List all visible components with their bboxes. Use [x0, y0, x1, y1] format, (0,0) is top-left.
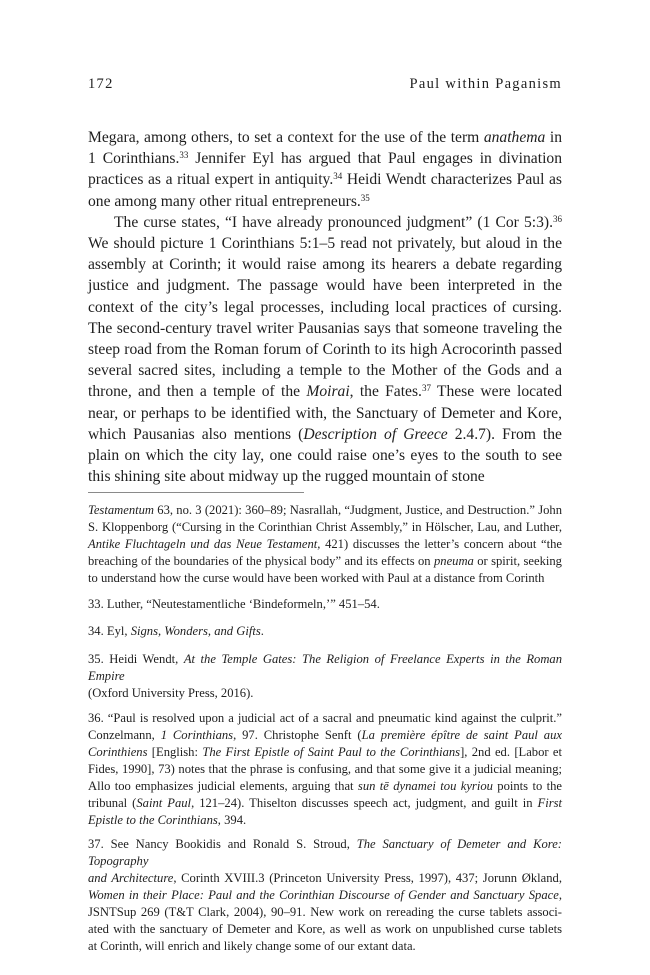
note-line: S. Kloppenborg (“Cursing in the Corinthian Christ Assembly,” in Hölscher, Lau, and Luther,: [88, 519, 562, 534]
text-run: points to the: [492, 778, 562, 793]
text-run: Allo too emphasizes judicial elements, arguing that: [88, 778, 358, 793]
text-run: .: [260, 624, 264, 639]
note-line: to understand how the curse would have been worked with Paul at a distance from Corinth: [88, 570, 545, 585]
text-run: breaching of the boundaries of the physical body” and its effects on: [88, 553, 434, 568]
footnote-rule: [88, 492, 304, 493]
text-run: [English:: [147, 744, 203, 759]
note-line: [88, 778, 562, 795]
italic-title: Testamentum: [88, 503, 155, 517]
note-line: [88, 836, 562, 870]
running-head: [88, 76, 562, 96]
text-run: These were located near, or perhaps to be identified with, the Sanctuary of Demeter and Kore, which Pausanias also mentions (: [88, 383, 563, 443]
footnote-ref[interactable]: 35: [360, 192, 370, 203]
note-line: [88, 502, 562, 519]
footnote-34: [88, 623, 562, 640]
italic-title: The Sanctuary of Demeter and Kore: Topography: [88, 837, 562, 869]
text-run: in 1 Corinthians.: [88, 129, 562, 168]
text-run: 34. Eyl,: [88, 624, 131, 639]
footnote-36: [88, 710, 562, 828]
note-line: [88, 727, 562, 744]
note-line: [88, 553, 562, 570]
text-run: We should picture 1 Corinthians 5:1–5 read not privately, but aloud in the assembly at Corinth; it would raise among its hearers a debate regarding justice and judgment. The passage would have been interpreted in the context of the city’s legal processes, including local practices of cursing. The second-century travel writer Pausanias says that someone traveling the steep road from the Roman forum of Corinth to its high Acrocorinth passed several sacred sites, including a temple to the Mother of the Gods and a throne, and then a temple of the: [88, 235, 562, 401]
footnote-ref[interactable]: 34: [333, 171, 343, 182]
note-line: [88, 536, 562, 553]
text-run: The curse states, “I have already pronounced judgment” (1 Cor 5:3).: [114, 213, 553, 231]
note-line: (Oxford University Press, 2016).: [88, 686, 254, 701]
note-line: ated with the sanctuary of Demeter and Kore, as well as work on unpublished curse tablets: [88, 921, 562, 936]
note-line: [88, 870, 562, 887]
italic-title: Antike Fluchtageln und das Neue Testament,: [88, 536, 321, 551]
italic-title: At the Temple Gates: The Religion of Freelance Experts in the Roman Empire: [88, 652, 563, 684]
text-run: Conzelmann,: [88, 727, 161, 742]
italic-title: Corinthiens: [88, 744, 148, 759]
italic-title: First: [537, 795, 562, 810]
footnote-ref[interactable]: 33: [179, 150, 189, 161]
text-run: , 394.: [217, 812, 247, 827]
italic-term: pneuma: [433, 553, 474, 568]
note-line: [88, 651, 562, 685]
page-number: 172: [88, 76, 114, 92]
footnote-continuation: [88, 502, 562, 587]
main-text: [88, 127, 562, 487]
paragraph: [88, 212, 562, 488]
text-run: , the Fates.: [349, 383, 422, 401]
text-run: 63, no. 3 (2021): 360–89; Nasrallah, “Judgment, Justice, and Destruction.” John: [154, 503, 562, 517]
note-line: JSNTSup 269 (T&T Clark, 2004), 90–91. New work on rereading the curse tablets associ-: [88, 905, 562, 920]
footnotes: [88, 502, 562, 963]
note-line: at Corinth, will enrich and likely change some of our extant data.: [88, 938, 416, 953]
text-run: 37. See Nancy Bookidis and Ronald S. Stroud,: [88, 837, 357, 852]
text-run: , 121–24). Thiselton discusses speech act, judgment, and guilt in: [191, 795, 538, 810]
footnote-37: [88, 836, 562, 954]
note-line: [88, 812, 562, 829]
text-run: Jennifer Eyl has argued that Paul engages in divination practices as a ritual expert in antiquity.: [88, 150, 562, 189]
text-run: 421) discusses the letter’s concern about “the: [320, 536, 562, 551]
text-run: 35. Heidi Wendt,: [88, 652, 184, 667]
note-line: Fides, 1990], 73) notes that the phrase is confusing, and that some give it a judicial meaning;: [88, 761, 562, 776]
note-line: 36. “Paul is resolved upon a judicial act of a sacral and pneumatic kind against the culprit.”: [88, 711, 562, 726]
italic-title: Description of Greece: [303, 425, 448, 443]
italic-title: La première épître de saint Paul aux: [361, 727, 562, 742]
italic-title: Epistle to the Corinthians: [88, 812, 218, 827]
text-run: ,: [558, 888, 562, 903]
paragraph: [88, 127, 562, 212]
italic-title: The First Epistle of Saint Paul to the Corinthians: [202, 744, 461, 759]
italic-title: Women in their Place: Paul and the Corinthian Discourse of Gender and Sanctuary Space: [88, 888, 559, 903]
text-run: Heidi Wendt characterizes Paul as one among many other ritual entrepreneurs.: [88, 171, 562, 210]
text-run: 2.4.7). From the plain on which the city lay, one could raise one’s eyes to the south to see this shining site about midway up the rugged mountain of stone: [88, 425, 562, 486]
footnote-ref[interactable]: 37: [421, 383, 431, 394]
text-run: , Corinth XVIII.3 (Princeton University Press, 1997), 437; Jorunn Økland,: [173, 871, 562, 886]
note-line: [88, 795, 562, 812]
footnote-ref[interactable]: 36: [553, 213, 562, 224]
text-run: tribunal (: [88, 795, 137, 810]
italic-title: 1 Corinthians: [160, 727, 234, 742]
text-run: or spirit, seeking: [473, 553, 562, 568]
italic-term: anathema: [483, 129, 546, 146]
italic-title: and Architecture: [88, 871, 174, 886]
text-run: Megara, among others, to set a context for the use of the term: [88, 129, 484, 146]
note-line: [88, 744, 562, 761]
italic-term: sun tē dynamei tou kyriou: [357, 778, 493, 793]
italic-title: Signs, Wonders, and Gifts: [130, 624, 261, 639]
footnote-35: [88, 651, 562, 702]
italic-term: Moirai: [306, 383, 350, 401]
text-run: , 97. Christophe Senft (: [233, 727, 362, 742]
running-title: Paul within Paganism: [409, 76, 562, 92]
footnote-33: 33. Luther, “Neutestamentliche ‘Bindeformeln,’” 451–54.: [88, 596, 380, 611]
italic-title: Saint Paul: [136, 795, 192, 810]
note-line: [88, 887, 562, 904]
text-run: ], 2nd ed. [Labor et: [460, 744, 562, 759]
